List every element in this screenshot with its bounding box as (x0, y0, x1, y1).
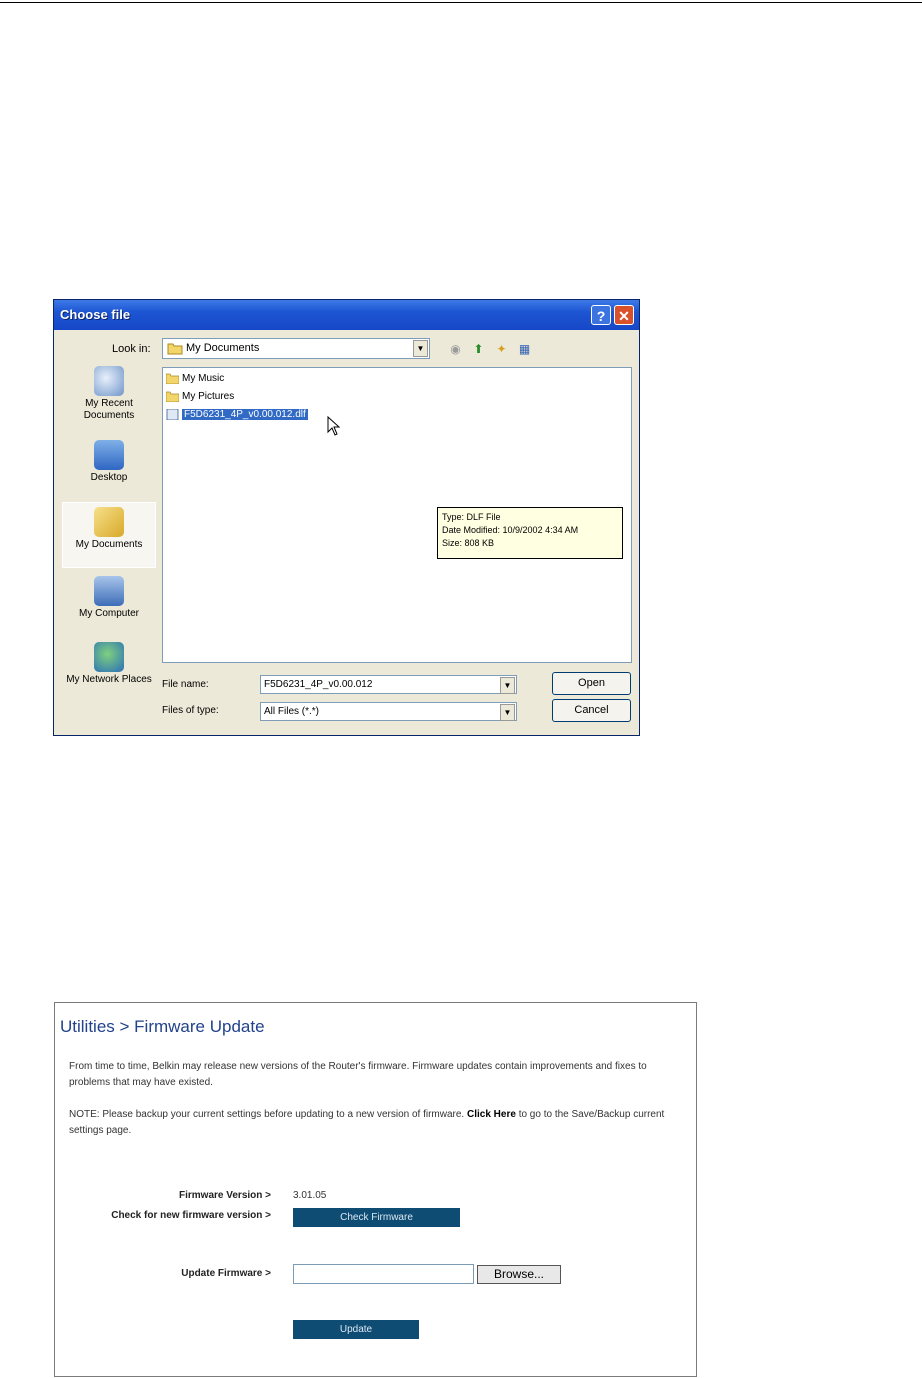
firmware-file-input[interactable] (293, 1264, 474, 1284)
place-my-documents[interactable] (62, 502, 156, 568)
file-list[interactable] (162, 367, 632, 663)
network-places-icon (94, 642, 124, 672)
dialog-titlebar[interactable] (54, 300, 639, 330)
file-name: F5D6231_4P_v0.00.012.dlf (184, 409, 306, 420)
file-name-input[interactable] (260, 675, 517, 694)
new-folder-icon[interactable]: ✦ (496, 342, 507, 356)
view-menu-icon[interactable]: ▦ (518, 342, 531, 356)
dialog-toolbar (447, 340, 539, 358)
tooltip-date: Date Modified: 10/9/2002 4:34 AM (442, 525, 579, 535)
files-of-type-label: Files of type: (162, 705, 219, 716)
place-my-recent-documents[interactable] (62, 366, 156, 430)
up-folder-icon[interactable]: ⬆ (473, 342, 484, 356)
chevron-down-icon[interactable]: ▼ (500, 704, 515, 721)
file-name: My Music (182, 373, 225, 384)
place-my-network-places[interactable] (62, 642, 156, 706)
look-in-value: My Documents (186, 342, 260, 354)
update-firmware-label: Update Firmware > (181, 1268, 271, 1279)
recent-documents-icon (94, 366, 124, 396)
file-item-firmware[interactable] (166, 407, 308, 422)
place-label: My Documents (75, 539, 143, 550)
look-in-label: Look in: (112, 343, 151, 355)
page-top-rule (0, 2, 922, 3)
check-firmware-button[interactable]: Check Firmware (293, 1208, 460, 1227)
firmware-version-value: 3.01.05 (293, 1190, 327, 1201)
place-label: My Network Places (66, 674, 152, 685)
note-text (69, 1107, 684, 1139)
file-icon (166, 409, 179, 420)
mouse-cursor-icon (327, 416, 341, 436)
click-here-link[interactable]: Click Here (466, 1109, 516, 1120)
file-tooltip (437, 507, 623, 559)
chevron-down-icon[interactable]: ▼ (500, 677, 515, 694)
files-of-type-dropdown[interactable] (260, 702, 517, 721)
my-documents-icon (94, 507, 124, 537)
file-item-my-pictures[interactable] (166, 389, 234, 404)
browse-button[interactable]: Browse... (477, 1265, 561, 1284)
file-name: My Pictures (182, 391, 235, 402)
place-my-computer[interactable] (62, 576, 156, 628)
firmware-version-label: Firmware Version > (179, 1190, 271, 1201)
intro-text: From time to time, Belkin may release new versions of the Router's firmware. Firmware updates contain improvements and fixes to problems that may have existed. (69, 1061, 647, 1088)
file-name-value: F5D6231_4P_v0.00.012 (264, 679, 373, 690)
page-title: Utilities > Firmware Update (60, 1017, 265, 1036)
note-before: NOTE: Please backup your current settings before updating to a new version of firmware. (69, 1109, 465, 1120)
file-item-my-music[interactable] (166, 371, 224, 386)
firmware-update-panel (54, 1002, 697, 1377)
check-firmware-label: Check for new firmware version > (111, 1210, 271, 1221)
file-name-label: File name: (162, 679, 209, 690)
files-of-type-value: All Files (*.*) (264, 706, 320, 717)
back-icon[interactable]: ◉ (450, 342, 461, 356)
open-button[interactable]: Open (552, 672, 631, 695)
place-label: My Computer (78, 608, 139, 619)
my-computer-icon (94, 576, 124, 606)
update-button[interactable]: Update (293, 1320, 419, 1339)
help-button[interactable]: ? (591, 305, 611, 325)
tooltip-size: Size: 808 KB (442, 538, 495, 548)
dialog-title: Choose file (60, 307, 131, 322)
folder-icon (166, 373, 179, 384)
close-button[interactable]: ✕ (614, 305, 634, 325)
folder-icon (167, 342, 183, 355)
places-bar (62, 366, 156, 706)
place-label: Desktop (90, 472, 128, 483)
note-after: to go to the Save/Backup current settings page. (69, 1109, 665, 1136)
place-label: My Recent Documents (83, 398, 135, 421)
place-desktop[interactable] (62, 440, 156, 492)
choose-file-dialog (53, 299, 640, 736)
chevron-down-icon[interactable]: ▼ (413, 340, 428, 357)
look-in-dropdown[interactable] (162, 338, 430, 359)
tooltip-type: Type: DLF File (442, 512, 501, 522)
desktop-icon (94, 440, 124, 470)
cancel-button[interactable]: Cancel (552, 699, 631, 722)
folder-icon (166, 391, 179, 402)
